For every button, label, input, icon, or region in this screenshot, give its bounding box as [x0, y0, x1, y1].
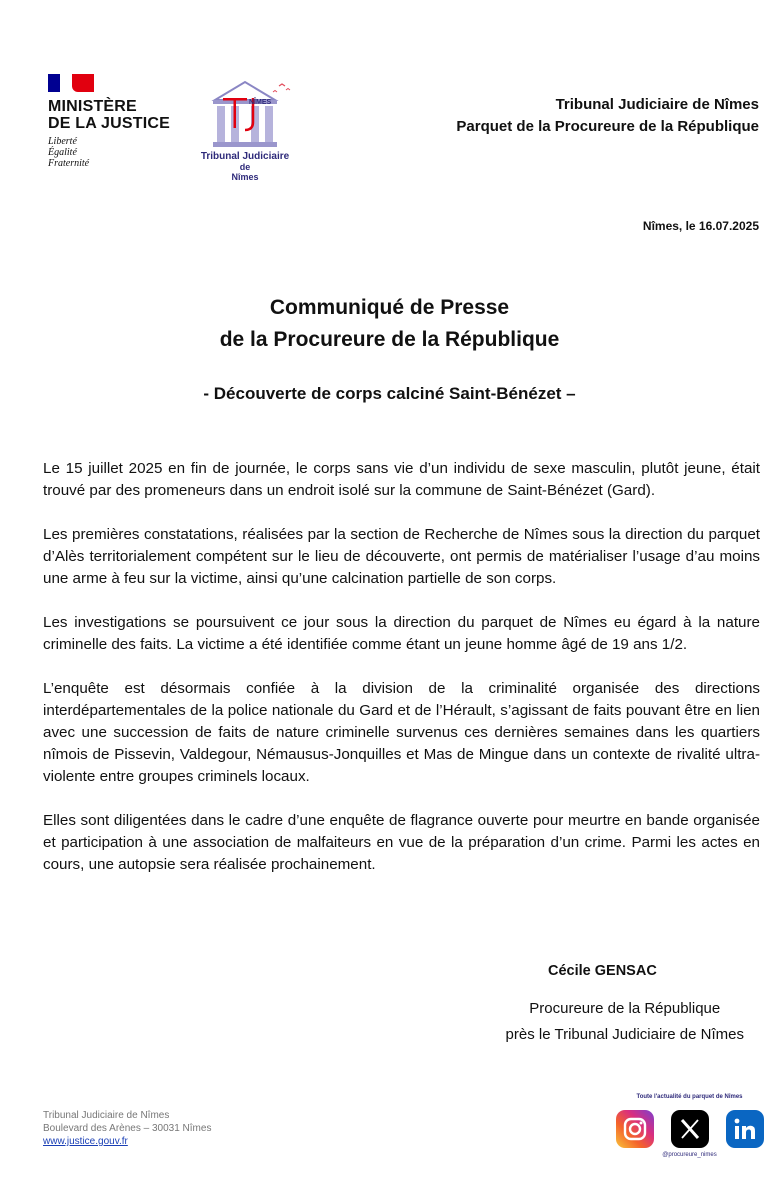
motto-egalite: Égalité — [48, 147, 77, 158]
paragraph-5: Elles sont diligentées dans le cadre d’une enquête de flagrance ouverte pour meurtre en bande organisée et participation à une association de malfaiteurs en vue de la préparation d’un crime. Parmi les actes en cours, une autopsie sera réalisée prochainement. — [43, 812, 760, 873]
signature-role-line1: Procureure de la République — [529, 1000, 721, 1017]
document-footer — [43, 1109, 211, 1148]
title-line1: Communiqué de Presse — [269, 296, 510, 319]
ministry-motto — [48, 136, 178, 169]
ministry-name-line1: MINISTÈRE — [48, 98, 137, 115]
paragraph-3: Les investigations se poursuivent ce jour sous la direction du parquet de Nîmes eu égard à la nature criminelle des faits. La victime a été identifiée comme étant un jeune homme âgé de 19 ans 1/2. — [43, 614, 760, 653]
title-line2: de la Procureure de la République — [219, 328, 560, 351]
x-icon[interactable] — [671, 1110, 709, 1148]
page-subtitle: - Découverte de corps calciné Saint-Bénézet – — [203, 384, 576, 403]
social-icons — [616, 1110, 764, 1148]
ministry-name — [48, 98, 178, 132]
document-date: Nîmes, le 16.07.2025 — [642, 219, 759, 233]
signature-role-line2: près le Tribunal Judiciaire de Nîmes — [505, 1026, 744, 1043]
signature-name: Cécile GENSAC — [548, 963, 657, 979]
header-parquet: Parquet de la Procureure de la République — [456, 118, 759, 135]
social-heading: Toute l'actualité du parquet de Nîmes — [636, 1094, 743, 1100]
header-tribunal: Tribunal Judiciaire de Nîmes — [555, 96, 759, 113]
paragraph-2: Les premières constatations, réalisées par la section de Recherche de Nîmes sous la direction du parquet d’Alès territorialement compétent sur le lieu de découverte, ont permis de matérialiser l’usage d’au moins une arme à feu sur la victime, ainsi qu’une calcination partielle de son corps. — [43, 526, 760, 587]
marianne-flag-icon — [48, 74, 94, 92]
linkedin-icon[interactable] — [726, 1110, 764, 1148]
press-release-body — [43, 458, 760, 898]
social-media-block — [612, 1094, 767, 1158]
tribunal-caption — [193, 152, 297, 182]
paragraph-4: L’enquête est désormais confiée à la division de la criminalité organisée des directions interdépartementales de la police nationale du Gard et de l’Hérault, s’agissant de faits pouvant être en lien avec une succession de faits de nature criminelle survenus ces dernières semaines dans les quartiers nîmois de Pissevin, Valdegour, Némausus-Jonquilles et Mas de Mingue dans un contexte de rivalité ultra-violente entre groupes criminels locaux. — [43, 680, 760, 785]
tribunal-city-label: NÎMES — [249, 99, 272, 106]
tribunal-caption-line1: Tribunal Judiciaire — [200, 151, 290, 162]
paragraph-1: Le 15 juillet 2025 en fin de journée, le corps sans vie d’un individu de sexe masculin, plutôt jeune, était trouvé par des promeneurs dans un endroit isolé sur la commune de Saint-Bénézet (Gard). — [43, 460, 760, 499]
signature-role — [506, 996, 744, 1048]
instagram-icon[interactable] — [616, 1110, 654, 1148]
page-title — [0, 292, 779, 356]
motto-fraternite: Fraternité — [48, 158, 90, 169]
social-handle: @procureure_nimes — [662, 1152, 717, 1158]
footer-website-link[interactable]: www.justice.gouv.fr — [43, 1136, 128, 1147]
footer-tribunal: Tribunal Judiciaire de Nîmes — [43, 1110, 170, 1121]
footer-address: Boulevard des Arènes – 30031 Nîmes — [43, 1123, 212, 1134]
ministry-name-line2: DE LA JUSTICE — [48, 115, 171, 132]
tribunal-caption-line3: Nîmes — [231, 172, 259, 182]
tribunal-logo — [193, 78, 297, 180]
motto-liberte: Liberté — [48, 136, 77, 147]
tribunal-caption-line2: de — [239, 162, 251, 172]
document-header — [456, 94, 759, 138]
ministry-logo — [48, 74, 178, 169]
tribunal-building-icon — [193, 78, 297, 152]
